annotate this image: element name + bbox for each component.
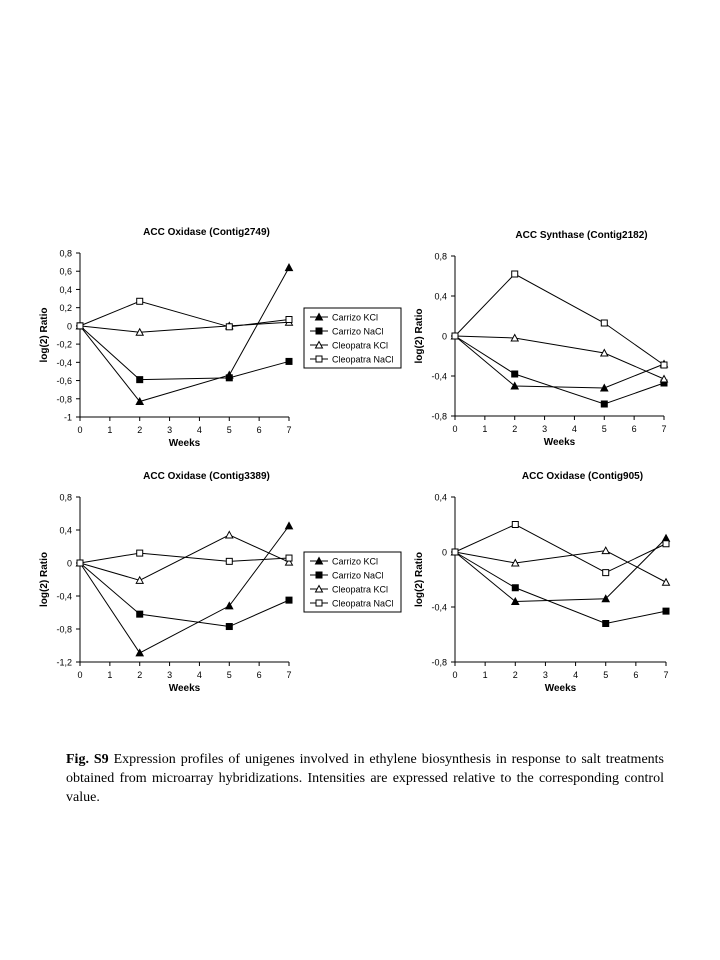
data-point — [512, 585, 518, 591]
y-tick-label: -0,8 — [56, 624, 72, 635]
y-tick-label: 0 — [441, 331, 447, 342]
legend-marker — [316, 328, 322, 334]
x-tick-label: 4 — [196, 425, 202, 435]
chart-panel-2 — [414, 230, 668, 448]
legend-label: Cleopatra KCl — [332, 340, 389, 351]
x-tick-label: 7 — [286, 670, 292, 680]
x-tick-label: 3 — [542, 424, 548, 434]
y-tick-label: 0,4 — [59, 525, 72, 536]
legend-marker — [316, 600, 322, 606]
data-point — [137, 611, 143, 617]
series-line — [80, 326, 289, 380]
data-point — [603, 570, 609, 576]
data-point — [286, 317, 292, 323]
data-point — [512, 271, 518, 277]
data-point — [603, 621, 609, 627]
legend-label: Carrizo NaCl — [332, 570, 384, 581]
chart-title: ACC Oxidase (Contig2749) — [143, 227, 270, 238]
y-axis-label: log(2) Ratio — [414, 552, 425, 607]
x-axis-label: Weeks — [543, 437, 576, 448]
data-point — [663, 608, 669, 614]
y-axis-label: log(2) Ratio — [414, 308, 425, 364]
legend — [304, 308, 401, 368]
y-tick-label: 0,4 — [434, 492, 447, 503]
y-tick-label: 0,8 — [59, 248, 72, 259]
x-tick-label: 0 — [77, 670, 83, 680]
chart-panel-4 — [414, 471, 670, 694]
data-point — [512, 522, 518, 528]
x-tick-label: 3 — [542, 670, 548, 680]
legend-label: Cleopatra NaCl — [332, 354, 394, 365]
y-tick-label: 0,4 — [59, 284, 72, 295]
data-point — [512, 371, 518, 377]
legend-label: Carrizo NaCl — [332, 326, 384, 337]
y-tick-label: 0,8 — [59, 492, 72, 503]
y-tick-label: 0,2 — [59, 303, 72, 314]
series-line — [80, 301, 289, 327]
data-point — [136, 649, 143, 656]
y-axis-label: log(2) Ratio — [39, 307, 50, 363]
data-point — [601, 320, 607, 326]
x-axis-label: Weeks — [168, 683, 201, 694]
x-tick-label: 0 — [452, 424, 458, 434]
x-tick-label: 3 — [167, 425, 173, 435]
data-point — [663, 579, 670, 586]
legend-marker — [316, 356, 322, 362]
legend-label: Cleopatra KCl — [332, 584, 389, 595]
y-tick-label: -0,6 — [56, 376, 72, 387]
series-line — [455, 538, 666, 601]
data-point — [286, 358, 292, 364]
x-tick-label: 6 — [256, 425, 262, 435]
x-tick-label: 2 — [137, 670, 143, 680]
series-line — [455, 336, 664, 404]
x-tick-label: 7 — [663, 670, 669, 680]
legend-label: Cleopatra NaCl — [332, 598, 394, 609]
chart-title: ACC Oxidase (Contig905) — [521, 471, 644, 482]
y-tick-label: -0,2 — [56, 339, 72, 350]
data-point — [601, 401, 607, 407]
x-tick-label: 7 — [286, 425, 292, 435]
data-point — [663, 541, 669, 547]
y-tick-label: 0,6 — [59, 266, 72, 277]
x-axis-label: Weeks — [544, 683, 577, 694]
chart-panel-1 — [39, 227, 401, 449]
data-point — [286, 555, 292, 561]
y-tick-label: -0,8 — [56, 394, 72, 405]
y-tick-label: 0 — [66, 558, 72, 569]
y-tick-label: -0,4 — [56, 591, 72, 602]
x-tick-label: 6 — [256, 670, 262, 680]
data-point — [602, 547, 609, 554]
data-point — [226, 531, 233, 538]
x-tick-label: 2 — [512, 670, 518, 680]
data-point — [77, 323, 83, 329]
figure-caption — [66, 750, 664, 807]
x-tick-label: 1 — [482, 670, 488, 680]
data-point — [226, 324, 232, 330]
chart-panel-3 — [39, 471, 401, 694]
data-point — [137, 298, 143, 304]
data-point — [137, 377, 143, 383]
x-tick-label: 7 — [661, 424, 667, 434]
y-tick-label: 0,8 — [434, 251, 447, 262]
y-tick-label: -0,4 — [431, 602, 447, 613]
series-line — [455, 274, 664, 365]
data-point — [77, 560, 83, 566]
data-point — [452, 549, 458, 555]
x-tick-label: 5 — [603, 670, 609, 680]
data-point — [661, 376, 668, 383]
data-point — [226, 375, 232, 381]
data-point — [661, 362, 667, 368]
legend-marker — [316, 572, 322, 578]
series-line — [80, 268, 289, 402]
chart-title: ACC Synthase (Contig2182) — [515, 230, 648, 241]
x-tick-label: 5 — [226, 670, 232, 680]
data-point — [286, 597, 292, 603]
x-tick-label: 3 — [167, 670, 173, 680]
legend-label: Carrizo KCl — [332, 312, 379, 323]
y-axis-label: log(2) Ratio — [39, 552, 50, 607]
caption-text: Expression profiles of unigenes involved in ethylene biosynthesis in response to salt treatments obtained from microarray hybridizations. Intensities are expressed relative to the corresponding control value. — [66, 752, 665, 805]
data-point — [137, 550, 143, 556]
y-tick-label: 0 — [441, 547, 447, 558]
x-tick-label: 2 — [512, 424, 518, 434]
y-tick-label: -0,4 — [431, 371, 447, 382]
y-tick-label: -0,8 — [431, 657, 447, 668]
x-tick-label: 4 — [196, 670, 202, 680]
data-point — [452, 333, 458, 339]
series-line — [455, 336, 664, 388]
x-tick-label: 6 — [631, 424, 637, 434]
data-point — [286, 522, 293, 529]
y-tick-label: 0 — [66, 321, 72, 332]
x-tick-label: 5 — [601, 424, 607, 434]
legend-label: Carrizo KCl — [332, 556, 379, 567]
x-tick-label: 5 — [226, 425, 232, 435]
y-tick-label: -1 — [63, 412, 72, 423]
legend — [304, 552, 401, 612]
x-tick-label: 1 — [107, 425, 113, 435]
x-tick-label: 6 — [633, 670, 639, 680]
data-point — [286, 264, 293, 271]
chart-title: ACC Oxidase (Contig3389) — [143, 471, 270, 482]
x-axis-label: Weeks — [168, 438, 201, 449]
x-tick-label: 1 — [482, 424, 488, 434]
caption-label: Fig. S9 — [66, 752, 109, 767]
x-tick-label: 4 — [573, 670, 579, 680]
data-point — [226, 624, 232, 630]
x-tick-label: 4 — [571, 424, 577, 434]
x-tick-label: 0 — [77, 425, 83, 435]
x-tick-label: 1 — [107, 670, 113, 680]
x-tick-label: 2 — [137, 425, 143, 435]
y-tick-label: -1,2 — [56, 657, 72, 668]
x-tick-label: 0 — [452, 670, 458, 680]
y-tick-label: 0,4 — [434, 291, 447, 302]
data-point — [226, 558, 232, 564]
y-tick-label: -0,4 — [56, 357, 72, 368]
series-line — [455, 552, 666, 624]
y-tick-label: -0,8 — [431, 411, 447, 422]
